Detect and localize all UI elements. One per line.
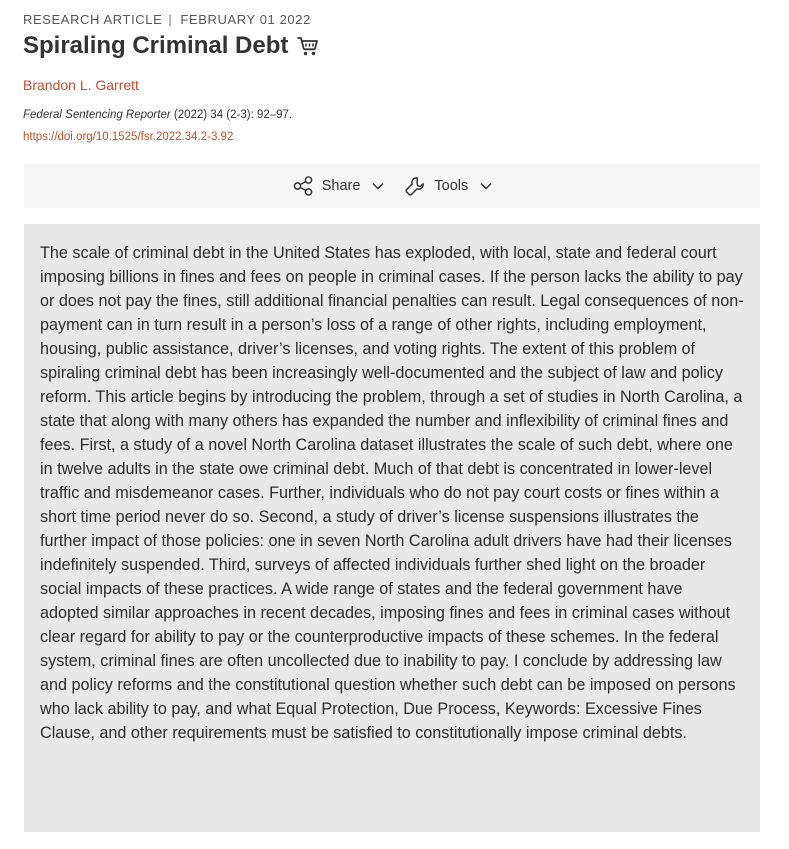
article-type: RESEARCH ARTICLE [23,12,163,27]
shopping-cart-icon[interactable] [296,34,320,58]
doi-link[interactable]: https://doi.org/10.1525/fsr.2022.34.2-3.92 [23,131,234,143]
share-nodes-icon [292,175,314,197]
publication-date: FEBRUARY 01 2022 [180,12,311,27]
author-link[interactable]: Brandon L. Garrett [23,77,139,93]
page-title-row [23,32,320,60]
chevron-down-icon [480,180,492,192]
chevron-down-icon [372,180,384,192]
article-meta [23,12,311,27]
page-title: Spiraling Criminal Debt [23,32,289,59]
tools-label: Tools [434,178,469,194]
abstract-section [24,224,760,832]
wrench-icon [404,175,426,197]
article-toolbar [24,164,760,208]
tools-button[interactable] [404,175,492,197]
abstract-text: The scale of criminal debt in the United States has exploded, with local, state and federal court imposing billions in fines and fees on people in criminal cases. If the person lacks the ability to pay or does not pay the fines, still additional financial penalties can result. Legal consequences of non-payment can in turn result in a person’s loss of a range of other rights, including employment, housing, public assistance, driver’s licenses, and voting rights. The extent of this problem of spiraling criminal debt has been increasingly well-documented and the subject of law and policy reform. This article begins by introducing the problem, through a set of studies in North Carolina, a state that along with many others has expanded the number and inflexibility of criminal fines and fees. First, a study of a novel North Carolina dataset illustrates the scale of such debt, where one in twelve adults in the state owe criminal debt. Much of that debt is concentrated in lower-level traffic and misdemeanor cases. Further, individuals who do not pay court costs or fines within a short time period never do so. Second, a study of driver’s license suspensions illustrates the further impact of those policies: one in seven North Carolina adult drivers have had their licenses indefinitely suspended. Third, surveys of affected individuals further shed light on the broader social impacts of these practices. A wide range of states and the federal government have adopted similar approaches in recent decades, imposing fines and fees in criminal cases without clear regard for ability to pay or the counterproductive impacts of these schemes. In the federal system, criminal fines are often uncollected due to inability to pay. I conclude by addressing law and policy reforms and the constitutional question whether such debt can be imposed on persons who lack ability to pay, and what Equal Protection, Due Process, Keywords: Excessive Fines Clause, and other requirements must be satisfied to constitutionally impose criminal debts. [40,244,744,742]
journal-name: Federal Sentencing Reporter [23,109,171,121]
meta-separator: | [168,12,173,27]
citation [23,109,292,121]
citation-details: (2022) 34 (2-3): 92–97. [170,109,293,121]
share-label: Share [321,178,361,194]
share-button[interactable] [292,175,385,197]
